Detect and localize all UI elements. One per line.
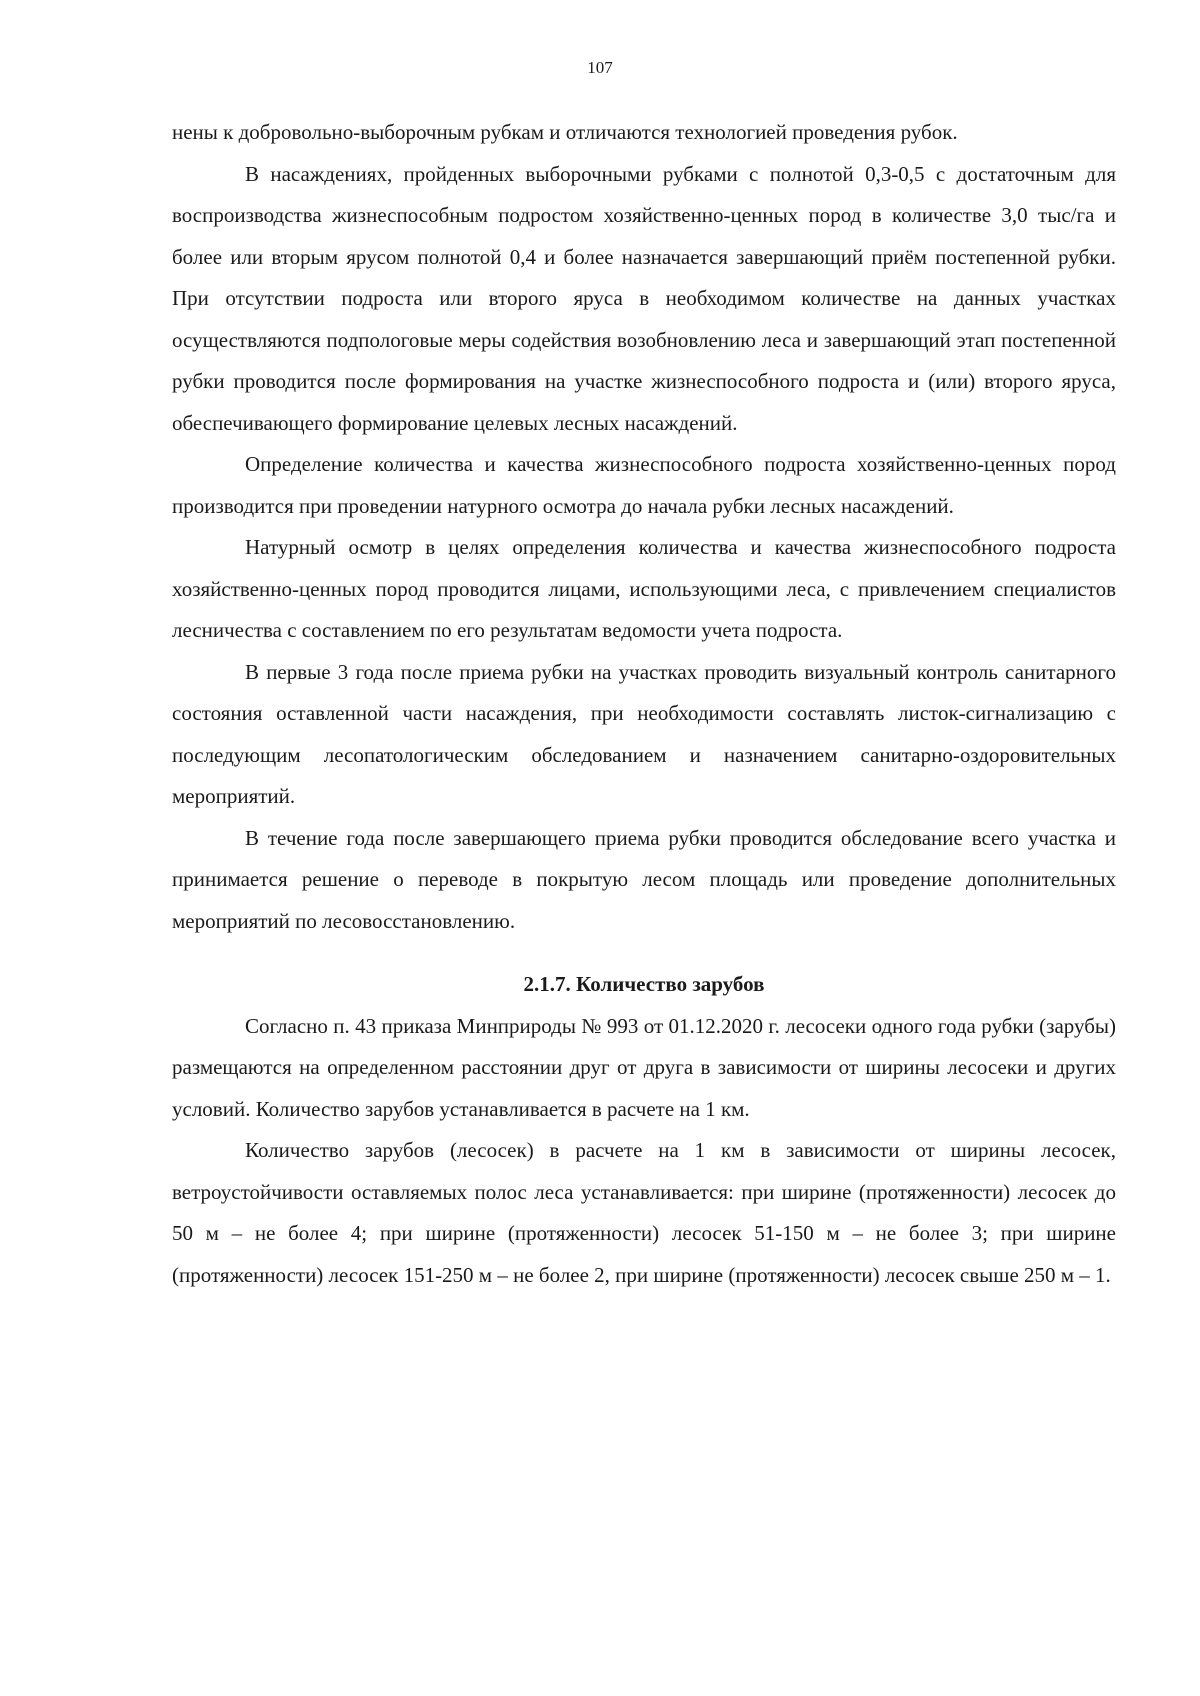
- paragraph: Количество зарубов (лесосек) в расчете на 1 км в зависимости от ширины лесосек, ветроустойчивости оставляемых полос леса устанавливается: при ширине (протяженности) лесосек до 50 м – не более 4; при ширине (протяженности) лесосек 51-150 м – не более 3; при ширине (протяженности) лесосек 151-250 м – не более 2, при ширине (протяженности) лесосек свыше 250 м – 1.: [172, 1138, 1116, 1287]
- paragraph: Натурный осмотр в целях определения количества и качества жизнеспособного подроста хозяйственно-ценных пород проводится лицами, использующими леса, с привлечением специалистов лесничества с составлением по его результатам ведомости учета подроста.: [172, 535, 1116, 642]
- paragraph: В течение года после завершающего приема рубки проводится обследование всего участка и принимается решение о переводе в покрытую лесом площадь или проведение дополнительных мероприятий по лесовосстановлению.: [172, 825, 1116, 933]
- section-heading: 2.1.7. Количество зарубов: [523, 972, 765, 996]
- paragraph: В насаждениях, пройденных выборочными рубками с полнотой 0,3-0,5 с достаточным для воспроизводства жизнеспособным подростом хозяйственно-ценных пород в количестве 3,0 тыс/га и более или вторым ярусом полнотой 0,4 и более назначается завершающий приём постепенной рубки. При отсутствии подроста или второго яруса в необходимом количестве на данных участках осуществляются подпологовые меры содействия возобновлению леса и завершающий этап постепенной рубки проводится после формирования на участке жизнеспособного подроста и (или) второго яруса, обеспечивающего формирование целевых лесных насаждений.: [172, 161, 1116, 435]
- page-body: [172, 112, 1116, 1296]
- paragraph: Согласно п. 43 приказа Минприроды № 993 от 01.12.2020 г. лесосеки одного года рубки (зарубы) размещаются на определенном расстоянии друг от друга в зависимости от ширины лесосеки и других условий. Количество зарубов устанавливается в расчете на 1 км.: [172, 1013, 1116, 1121]
- paragraph-continuation: нены к добровольно-выборочным рубкам и отличаются технологией проведения рубок.: [172, 120, 958, 144]
- paragraph: В первые 3 года после приема рубки на участках проводить визуальный контроль санитарного состояния оставленной части насаждения, при необходимости составлять листок-сигнализацию с последующим лесопатологическим обследованием и назначением санитарно-оздоровительных мероприятий.: [172, 659, 1116, 808]
- paragraph: Определение количества и качества жизнеспособного подроста хозяйственно-ценных пород производится при проведении натурного осмотра до начала рубки лесных насаждений.: [172, 452, 1116, 518]
- page-number: 107: [587, 58, 613, 77]
